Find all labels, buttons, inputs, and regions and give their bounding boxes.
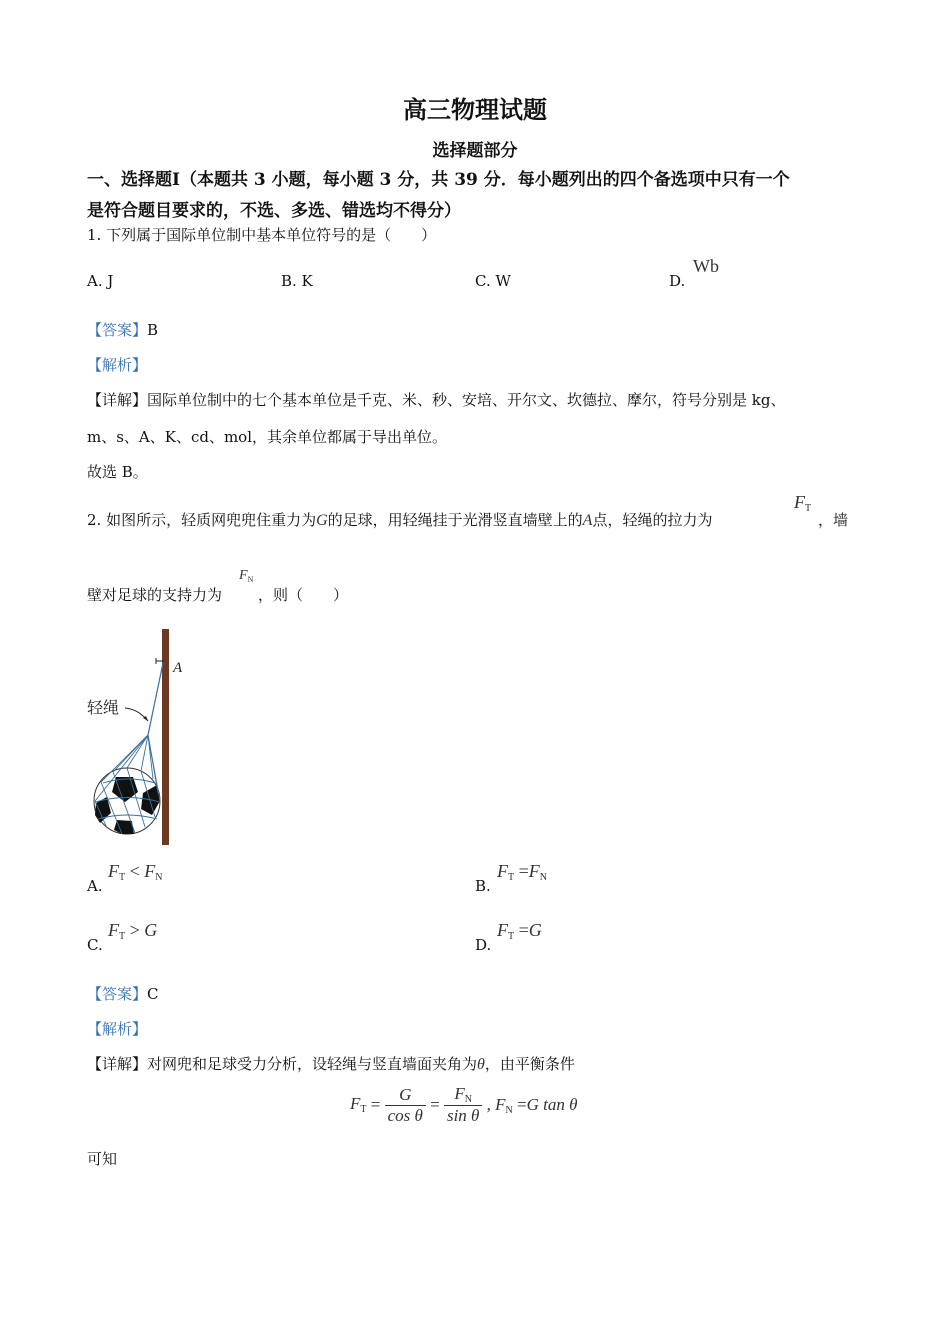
math-eq: = (518, 920, 529, 940)
math-sub-t: T (508, 931, 515, 942)
fraction-fn-over-sin (444, 1084, 482, 1126)
math-f: F (528, 861, 540, 881)
math-sub-t: T (119, 872, 126, 883)
math-f: F (350, 1093, 361, 1113)
q2-option-d-math (497, 920, 542, 942)
fraction-g-over-cos (385, 1085, 426, 1126)
math-sub-t: T (805, 503, 812, 514)
point-a-label: A (173, 660, 183, 676)
wall-ball-figure (85, 625, 195, 850)
math-g: G (144, 920, 158, 940)
frac-den: sin θ (446, 1106, 480, 1125)
q2-stem-part: 的足球，用轻绳挂于光滑竖直墙壁上的 (327, 511, 583, 529)
q2-detail-part: 【详解】对网兜和足球受力分析，设轻绳与竖直墙面夹角为 (87, 1055, 478, 1073)
math-f: F (108, 861, 119, 881)
light-rope (148, 663, 163, 735)
q2-stem-line1 (87, 509, 712, 530)
q1-answer (87, 319, 158, 340)
math-f: F (497, 861, 508, 881)
q2-stem-line2-a: 壁对足球的支持力为 (87, 586, 223, 604)
section-heading-line2: 是符合题目要求的，不选、多选、错选均不得分） (87, 201, 461, 221)
section-subtitle: 选择题部分 (432, 141, 518, 161)
q2-option-c-label: C. (87, 936, 103, 954)
q2-stem-ft (794, 492, 811, 514)
frac-num: G (385, 1085, 426, 1106)
q2-option-a-label: A. (87, 877, 103, 895)
math-sub-n: N (464, 1094, 472, 1105)
q2-stem-end: ，墙 (818, 511, 849, 529)
q2-option-c-math (108, 920, 157, 942)
math-eq: = (430, 1095, 440, 1114)
q2-stem-line2-b: ，则（ ） (258, 586, 349, 604)
q2-stem-part: 点，轻绳的拉力为 (592, 511, 713, 529)
formula-tail: G tan θ (526, 1095, 578, 1114)
math-f: F (495, 1094, 506, 1114)
math-sub-n: N (155, 872, 163, 883)
math-sub-n: N (539, 872, 547, 883)
math-eq: = (517, 1095, 527, 1114)
q1-option-c: C. W (475, 272, 511, 290)
math-sub-t: T (119, 931, 126, 942)
q1-option-a: A. J (87, 272, 114, 290)
q2-stem-fn (239, 568, 253, 584)
math-f: F (497, 920, 508, 940)
math-f: F (144, 861, 156, 881)
q2-option-a-math (108, 861, 163, 883)
math-f: F (454, 1084, 465, 1103)
q1-option-b: B. K (281, 272, 313, 290)
q1-analysis-label: 【解析】 (87, 356, 148, 374)
rope-label: 轻绳 (87, 698, 120, 717)
math-sub-n: N (505, 1104, 513, 1116)
q2-analysis-label: 【解析】 (87, 1020, 148, 1038)
math-sub-t: T (508, 872, 515, 883)
rope-label-arrow (125, 708, 148, 721)
q1-option-d-math: Wb (693, 256, 719, 276)
q2-option-b-label: B. (475, 877, 491, 895)
answer-value: B (147, 321, 159, 339)
q2-stem-a: A (582, 512, 593, 529)
answer-label: 【答案】 (87, 321, 148, 339)
math-f: F (239, 568, 248, 583)
q1-detail-line1: 【详解】国际单位制中的七个基本单位是千克、米、秒、安培、开尔文、坎德拉、摩尔，符号分别是 kg、 (87, 391, 786, 409)
math-g: G (528, 920, 542, 940)
q2-stem-g: G (316, 512, 328, 529)
math-lt: < (129, 861, 140, 881)
page-title: 高三物理试题 (403, 95, 547, 124)
q1-conclusion: 故选 B。 (87, 463, 148, 481)
math-sub-t: T (360, 1103, 367, 1115)
q2-option-b-math (497, 861, 547, 883)
q2-detail-part: ，由平衡条件 (484, 1055, 575, 1073)
q1-option-d: D. (669, 272, 686, 290)
math-eq: = (518, 861, 529, 881)
q1-detail-line2: m、s、A、K、cd、mol，其余单位都属于导出单位。 (87, 428, 448, 446)
q2-stem-part: 2. 如图所示，轻质网兜兜住重力为 (87, 511, 317, 529)
math-gt: > (129, 920, 140, 940)
math-comma: , (486, 1095, 491, 1114)
q2-option-d-label: D. (475, 936, 492, 954)
math-theta: θ (477, 1056, 485, 1073)
frac-den: cos θ (387, 1105, 423, 1125)
section-heading-line1: 一、选择题Ⅰ（本题共 3 小题，每小题 3 分，共 39 分．每小题列出的四个备选项中只有一个 (87, 170, 790, 190)
q2-detail (87, 1053, 575, 1074)
answer-value: C (147, 985, 159, 1003)
equilibrium-formula (350, 1084, 577, 1126)
answer-label: 【答案】 (87, 985, 148, 1003)
math-sub-n: N (247, 575, 254, 584)
q2-kezhi: 可知 (87, 1150, 118, 1168)
math-eq: = (370, 1095, 381, 1114)
q2-answer (87, 983, 159, 1004)
math-f: F (108, 920, 119, 940)
q1-stem: 1. 下列属于国际单位制中基本单位符号的是（ ） (87, 226, 437, 244)
math-f: F (794, 492, 805, 512)
